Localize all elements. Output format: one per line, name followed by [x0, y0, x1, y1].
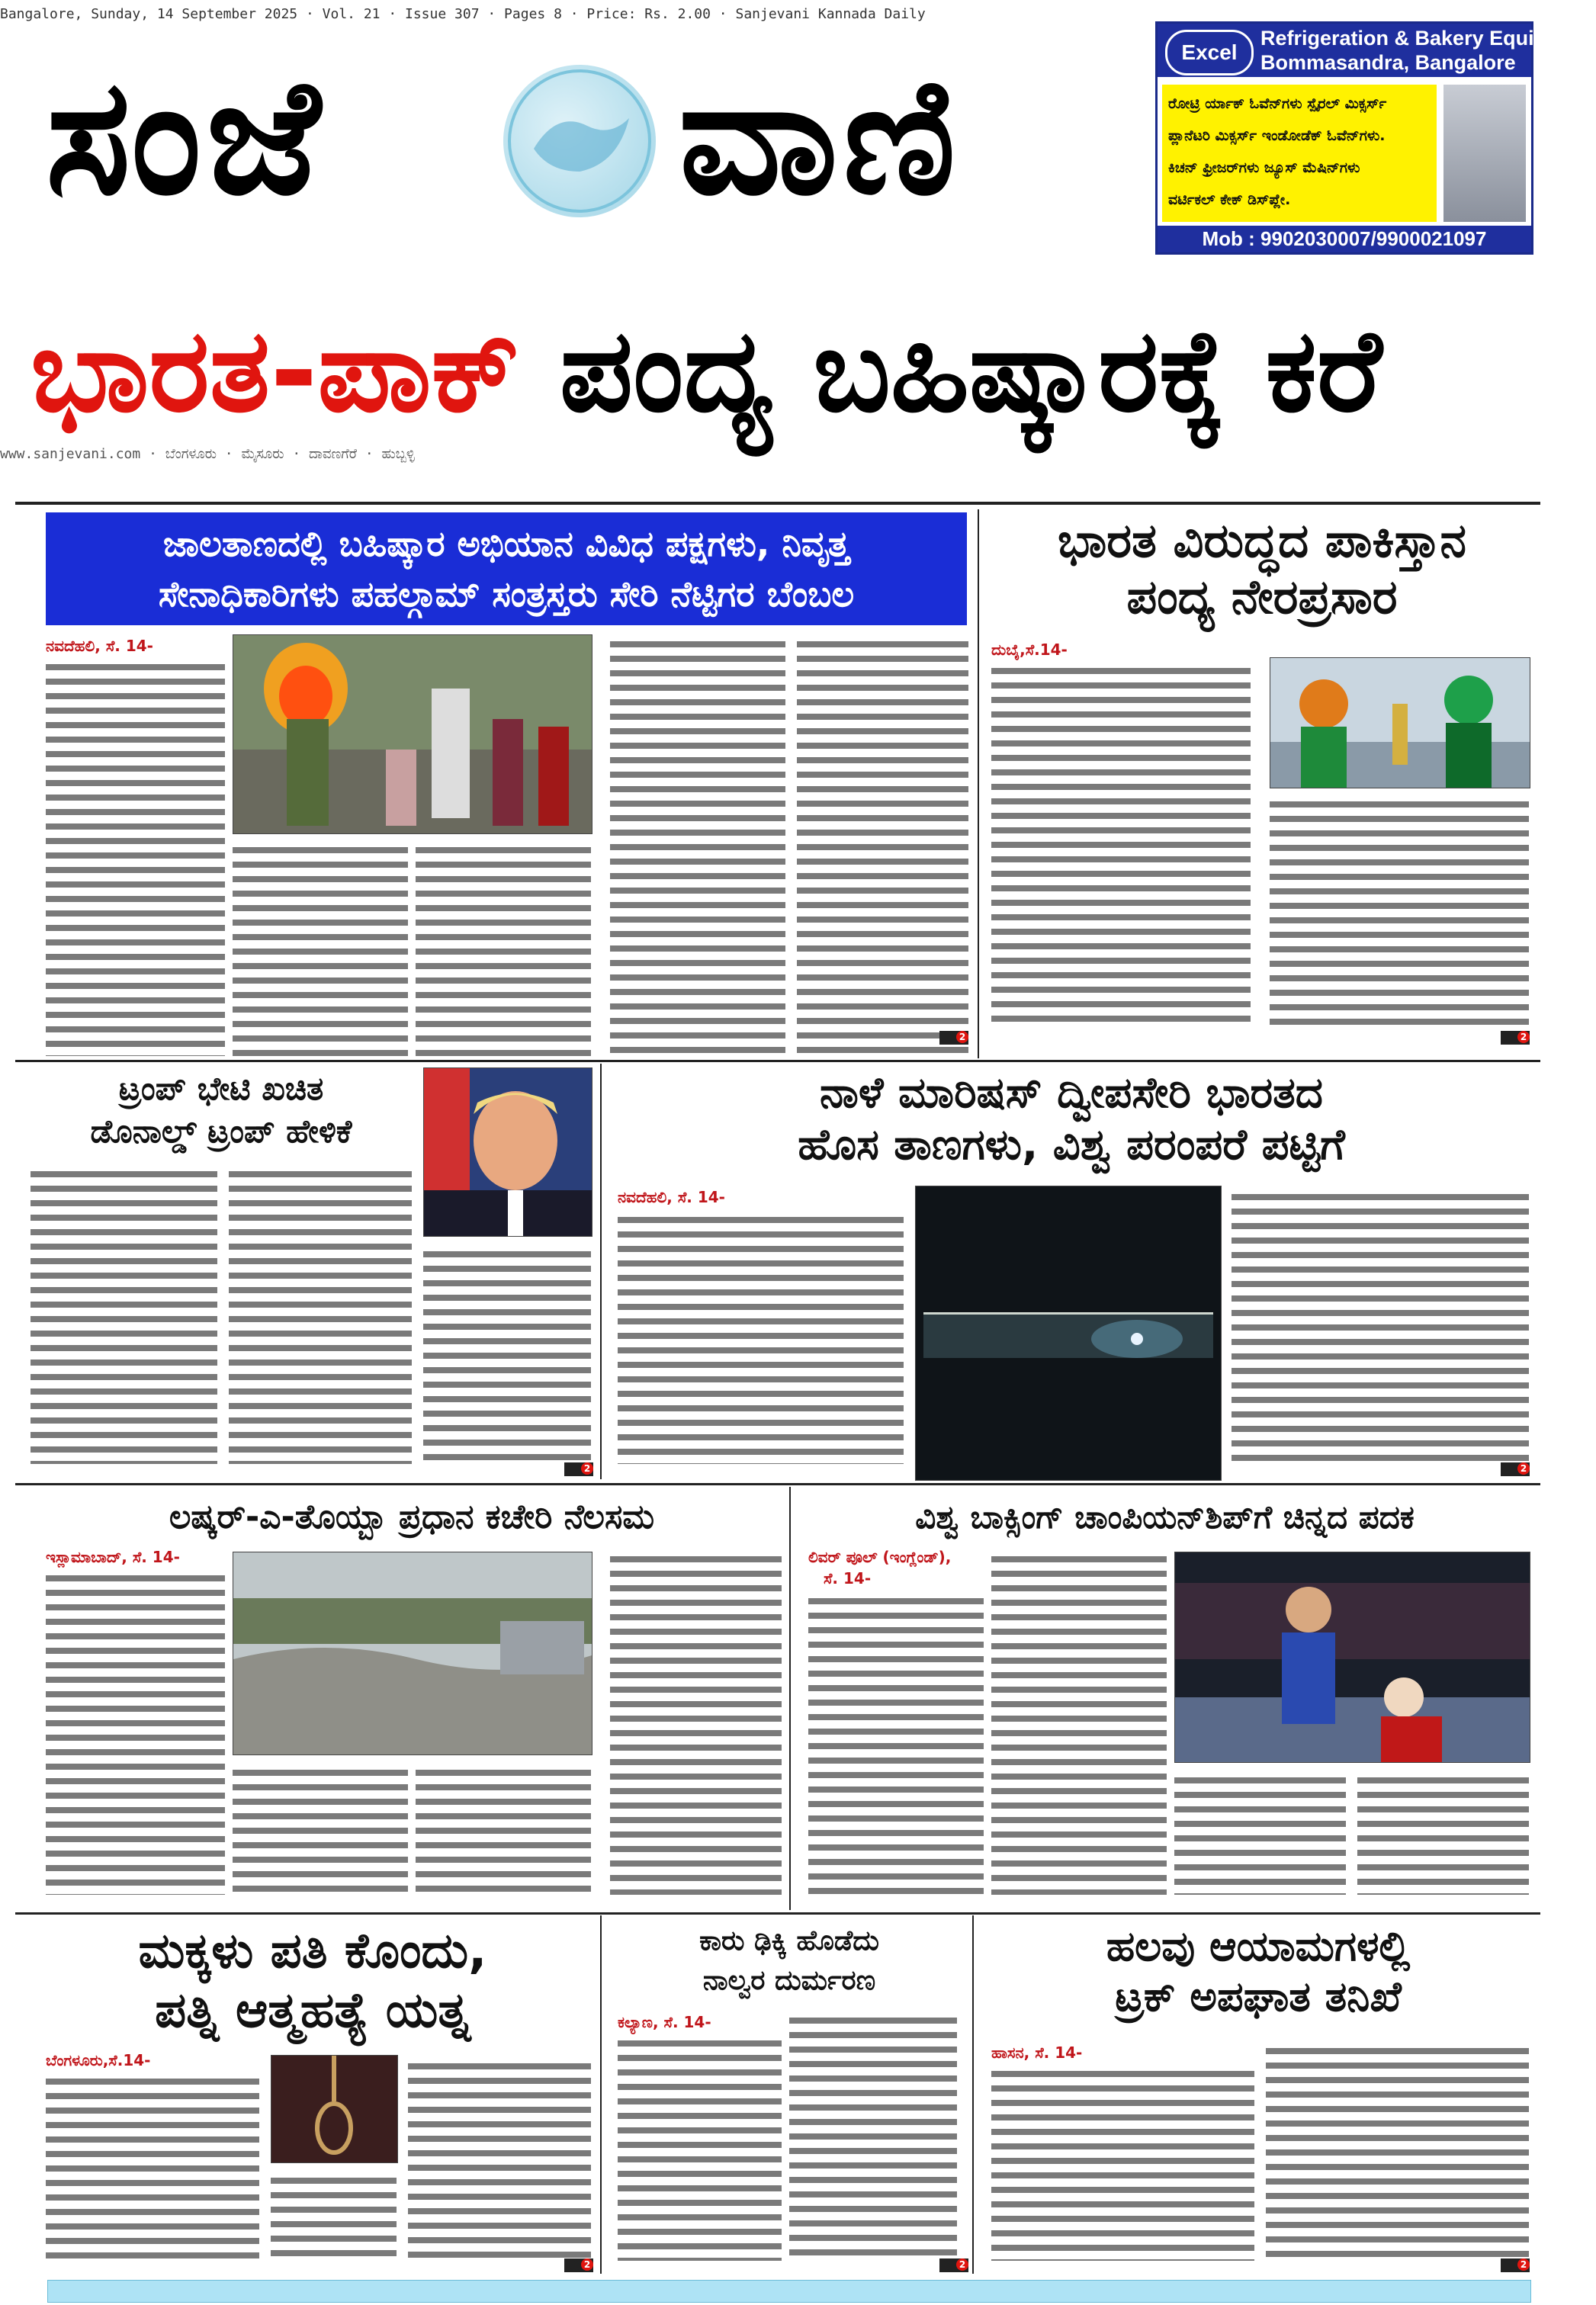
headline-line: ಡೊನಾಲ್ಡ್ ಟ್ರಂಪ್ ಹೇಳಿಕೆ [90, 1112, 352, 1150]
masthead-subline: www.sanjevani.com · ಬೆಂಗಳೂರು · ಮೈಸೂರು · ದಾವಣಗೆರೆ · ಹುಬ್ಬಳ್ಳಿ [0, 446, 415, 462]
globe-icon [503, 65, 656, 217]
hassan-dateline: ಹಾಸನ, ಸೆ. 14- [991, 2043, 1083, 2062]
headline-line: ಕಾರು ಢಿಕ್ಕಿ ಹೊಡೆದು [699, 1925, 879, 1957]
headline-black-part: ಪಂದ್ಯ ಬಹಿಷ್ಕಾರಕ್ಕೆ ಕರೆ [519, 305, 1382, 438]
boxing-text-column [1357, 1773, 1529, 1895]
ad-brand-logo: Excel [1165, 30, 1254, 75]
boxing-text-column [808, 1594, 984, 1895]
masthead-globe-logo [503, 65, 656, 217]
lead-text-column [46, 660, 225, 1056]
cave-photo [915, 1186, 1222, 1481]
suicide-story-headline [31, 1921, 595, 2040]
mauritius-dateline: ನವದೆಹಲಿ, ಸೆ. 14- [618, 1188, 725, 1206]
headline-red-part: ಭಾರತ-ಪಾಕ್ [31, 305, 520, 438]
banner-line: ಜಾಲತಾಣದಲ್ಲಿ ಬಹಿಷ್ಕಾರ ಅಭಿಯಾನ ವಿವಿಧ ಪಕ್ಷಗಳು, ನಿವೃತ್ತ [162, 523, 850, 564]
continued-tag: 2 [564, 1462, 593, 1476]
dubai-text-column [1270, 797, 1529, 1029]
trump-text-column [31, 1167, 217, 1464]
dubai-dateline: ದುಬೈ,ಸೆ.14- [991, 640, 1068, 659]
trump-story-headline [31, 1067, 412, 1153]
mauritius-text-column [618, 1212, 904, 1464]
hassan-text-column [991, 2066, 1254, 2261]
divider [15, 1483, 1540, 1485]
noose-image [271, 2056, 397, 2162]
divider [978, 509, 979, 1058]
karkala-text-column [789, 2013, 957, 2261]
lashkar-text-column [610, 1552, 782, 1895]
top-dateline: Bangalore, Sunday, 14 September 2025 · Vol. 21 · Issue 307 · Pages 8 · Price: Rs. 2.00 · Sanjevani Kannada Daily [0, 6, 926, 22]
dubai-photo [1270, 657, 1530, 788]
footer-bar [47, 2280, 1531, 2303]
trump-photo [423, 1067, 592, 1237]
ad-header [1158, 24, 1596, 77]
rubble-photo [233, 1552, 592, 1754]
suicide-text-column [46, 2074, 259, 2261]
cricket-fans-photo [1270, 658, 1530, 788]
lead-subheadline-banner [46, 512, 967, 625]
lead-text-column [797, 637, 968, 1056]
headline-line: ಪತ್ನಿ ಆತ್ಮಹತ್ಯೆ ಯತ್ನ [155, 1982, 470, 2039]
mauritius-text-column [1232, 1189, 1529, 1464]
ad-machine-image [1443, 85, 1526, 222]
banner-line: ಸೇನಾಧಿಕಾರಿಗಳು ಪಹಲ್ಗಾಮ್ ಸಂತ್ರಸ್ತರು ಸೇರಿ ನೆಟ್ಟಿಗರ ಬೆಂಬಲ [158, 573, 855, 615]
ad-product-list [1162, 85, 1437, 222]
headline-line: ಟ್ರಕ್ ಅಪಘಾತ ತನಿಖೆ [1115, 1973, 1402, 2021]
lashkar-text-column [416, 1765, 591, 1895]
headline-line: ಪಂದ್ಯ ನೇರಪ್ರಸಾರ [1126, 569, 1398, 624]
headline-line: ಭಾರತ ವಿರುದ್ಧದ ಪಾಕಿಸ್ತಾನ [1058, 512, 1466, 568]
continued-tag: 2 [1501, 2258, 1530, 2272]
suicide-dateline: ಬೆಂಗಳೂರು,ಸೆ.14- [46, 2051, 151, 2069]
trump-text-column [229, 1167, 412, 1464]
continued-tag: 2 [1501, 1462, 1530, 1476]
portrait-photo [424, 1068, 592, 1236]
effigy-burning-photo [233, 635, 592, 833]
lashkar-text-column [233, 1765, 408, 1895]
continued-tag: 2 [564, 2258, 593, 2272]
lashkar-story-headline: ಲಷ್ಕರ್-ಎ-ತೊಯ್ಬಾ ಪ್ರಧಾನ ಕಚೇರಿ ನೆಲಸಮ [169, 1498, 655, 1536]
masthead-left-word: ಸಂಜೆ [46, 43, 326, 230]
ad-mobile-number: Mob : 9902030007/9900021097 [1158, 226, 1531, 252]
mauritius-story-headline [610, 1067, 1533, 1171]
headline-line: ಮಕ್ಕಳು ಪತಿ ಕೊಂದು, [138, 1923, 487, 1979]
karkala-story-headline [606, 1921, 972, 2001]
main-headline [31, 305, 1548, 457]
boxing-story-headline: ವಿಶ್ವ ಬಾಕ್ಸಿಂಗ್ ಚಾಂಪಿಯನ್‌ಶಿಪ್‌ಗೆ ಚಿನ್ನದ ಪದಕ [915, 1498, 1415, 1536]
suicide-text-column [408, 2059, 591, 2261]
ad-location: Bommasandra, Bangalore [1260, 51, 1516, 74]
karkala-text-column [618, 2036, 782, 2261]
dubai-text-column [991, 663, 1251, 1029]
suicide-text-column [271, 2173, 397, 2261]
headline-line: ಹೊಸ ತಾಣಗಳು, ವಿಶ್ವ ಪರಂಪರೆ ಪಟ್ಟಿಗೆ [798, 1120, 1345, 1170]
masthead-right-word: ವಾಣಿ [679, 43, 961, 230]
continued-tag: 2 [939, 2258, 968, 2272]
lead-dateline: ನವದೆಹಲಿ, ಸೆ. 14- [46, 637, 153, 655]
headline-line: ಹಲವು ಆಯಾಮಗಳಲ್ಲಿ [1106, 1922, 1411, 1970]
continued-tag: 2 [1501, 1031, 1530, 1045]
boxing-text-column [1174, 1773, 1346, 1895]
excel-advertisement [1155, 21, 1596, 255]
headline-line: ನಾಳೆ ಮಾರಿಷಸ್ ದ್ವೀಪಸೇರಿ ಭಾರತದ [820, 1068, 1323, 1118]
ad-title: Refrigeration & Bakery Equipment [1260, 27, 1596, 50]
divider [600, 1064, 602, 1479]
lead-text-column [610, 637, 785, 1056]
noose-photo [271, 2055, 398, 2163]
divider [600, 1915, 602, 2274]
masthead [46, 23, 1113, 252]
lead-text-column [233, 843, 408, 1056]
lead-photo [233, 634, 592, 834]
divider [15, 502, 1540, 505]
continued-tag: 2 [939, 1031, 968, 1045]
boxer-photo [1175, 1552, 1530, 1762]
ad-line: ಪ್ಲಾನೆಟರಿ ಮಿಕ್ಸರ್ಸ್ ಇಂಡೋಡೆಕ್ ಓವೆನ್‌ಗಳು. [1168, 127, 1386, 144]
lashkar-dateline: ಇಸ್ಲಾಮಾಬಾದ್, ಸೆ. 14- [46, 1548, 180, 1566]
cave-diving-photo [916, 1186, 1221, 1480]
trump-text-column [423, 1247, 591, 1464]
boxing-photo [1174, 1552, 1530, 1763]
karkala-dateline: ಕಲ್ಯಾಣ, ಸೆ. 14- [618, 2013, 711, 2031]
divider [789, 1487, 791, 1910]
boxing-text-column [991, 1552, 1167, 1895]
boxing-dateline-date: ಸೆ. 14- [824, 1569, 872, 1587]
boxing-dateline: ಲಿವರ್ ಪೂಲ್ (ಇಂಗ್ಲೆಂಡ್), [808, 1548, 952, 1566]
ad-line: ಕಿಚನ್ ಫ್ರೀಜರ್‌ಗಳು ಜ್ಯೂಸ್ ಮೆಷಿನ್‌ಗಳು [1168, 159, 1360, 176]
hassan-text-column [1266, 2043, 1529, 2261]
dubai-story-headline [987, 512, 1537, 625]
divider [15, 1060, 1540, 1062]
ad-line: ವರ್ಟಿಕಲ್ ಕೇಕ್ ಡಿಸ್‌ಪ್ಲೇ. [1168, 191, 1291, 208]
hassan-story-headline [984, 1921, 1533, 2022]
divider [972, 1915, 974, 2274]
lead-text-column [416, 843, 591, 1056]
lashkar-photo [233, 1552, 592, 1755]
divider [15, 1912, 1540, 1915]
ad-line: ರೋಟ್ರಿ ರ್ಯಾಕ್ ಓವೆನ್‌ಗಳು ಸ್ಪೈರಲ್ ಮಿಕ್ಸರ್ಸ್ [1168, 95, 1387, 112]
lashkar-text-column [46, 1571, 225, 1895]
headline-line: ನಾಲ್ವರ ದುರ್ಮರಣ [702, 1965, 876, 1996]
headline-line: ಟ್ರಂಪ್ ಭೇಟಿ ಖಚಿತ [118, 1070, 324, 1107]
